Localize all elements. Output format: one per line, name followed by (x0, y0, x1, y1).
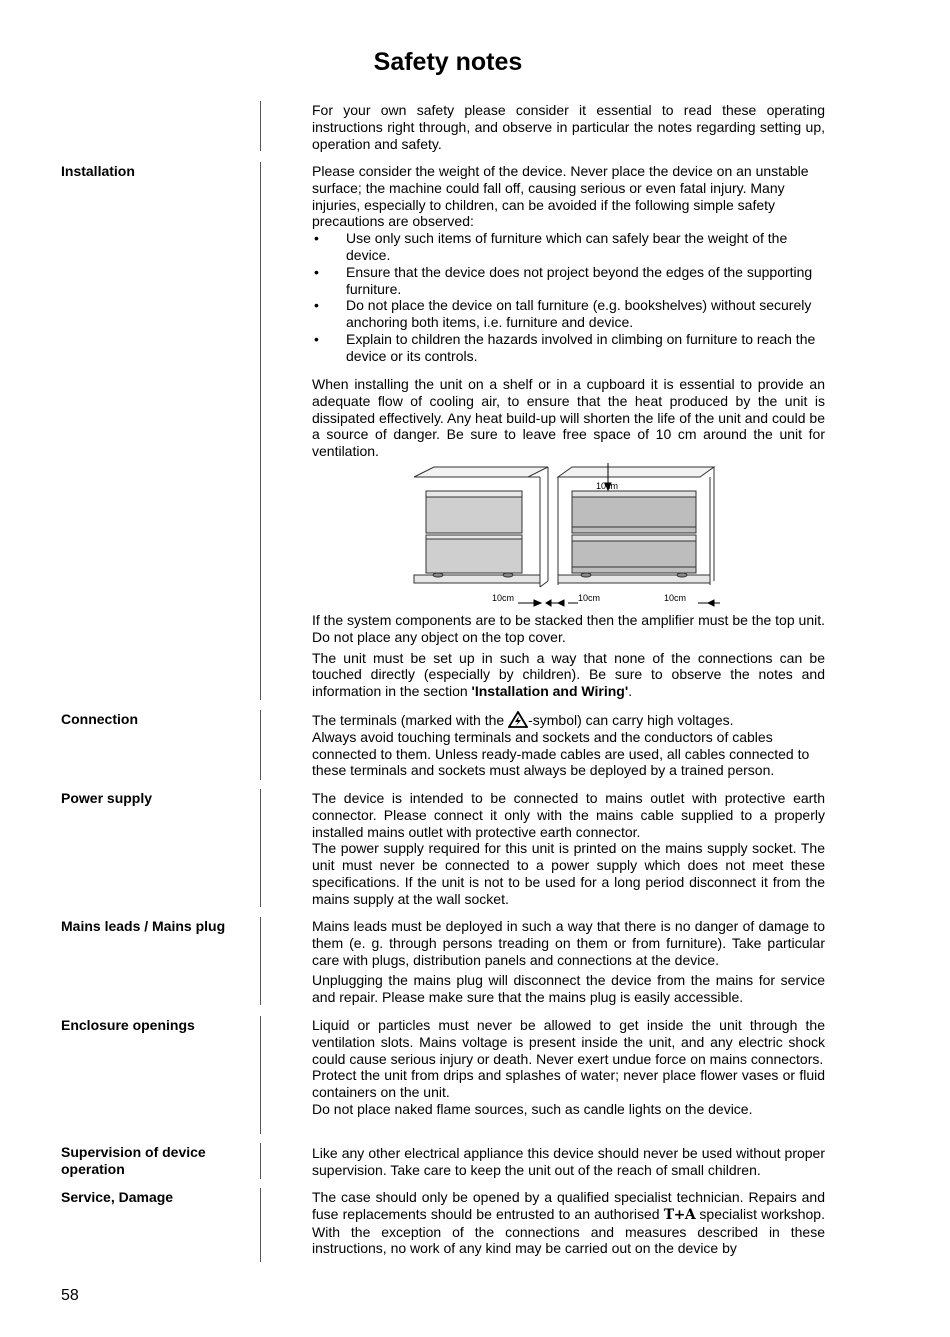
connection-paragraph-2: Always avoid touching terminals and sockets and the conductors of cables connected to them. Unless ready-made cables are used, all cables connected to these terminals and sockets must always be deployed by a trained person. (312, 728, 810, 779)
supervision-divider (260, 1143, 261, 1179)
enclosure-openings-divider (260, 1016, 261, 1134)
supervision-label: Supervision of device operation (61, 1144, 206, 1177)
section-reference: 'Installation and Wiring' (471, 683, 629, 700)
enclosure-openings-label: Enclosure openings (61, 1017, 195, 1033)
supervision-section (312, 1145, 825, 1179)
enclosure-paragraph-2: Protect the unit from drips and splashes of water; never place flower vases or fluid containers on the unit. (312, 1067, 825, 1101)
installation-section (312, 163, 825, 365)
installation-paragraph-3: If the system components are to be stacked then the amplifier must be the top unit. Do not place any object on the top cover. (312, 612, 825, 645)
intro-paragraph: For your own safety please consider it essential to read these operating instructions right through, and observe in particular the notes regarding setting up, operation and safety. (312, 102, 825, 152)
diagram-label-left: 10cm (492, 593, 515, 603)
power-supply-divider (260, 789, 261, 907)
mains-leads-paragraph-1: Mains leads must be deployed in such a way that there is no danger of damage to them (e. g. through persons treading on them or from furniture). Take particular care with plugs, distribution panels and connections at the device. (312, 918, 825, 968)
connection-paragraph-1: The terminals (marked with the -symbol) can carry high voltages. (312, 712, 734, 728)
page-title: Safety notes (373, 48, 523, 76)
power-supply-label: Power supply (61, 790, 153, 806)
installation-paragraph-4: The unit must be set up in such a way that none of the connections can be touched directly (especially by children). Be sure to observe the notes and information in the section 'Installation and Wiring'. (312, 649, 825, 700)
ventilation-diagram (410, 463, 726, 611)
service-damage-label: Service, Damage (61, 1189, 174, 1205)
installation-stacking-text (312, 612, 825, 700)
bullet-icon: • (314, 230, 319, 247)
stacked-device-left (426, 491, 522, 577)
installation-paragraph-2: When installing the unit on a shelf or in a cupboard it is essential to provide an adequate flow of cooling air, to ensure that the heat produced by the unit is dissipated effectively. Any heat build-up will shorten the life of the unit and could be a source of danger. Be sure to leave free space of 10 cm around the unit for ventilation. (312, 376, 825, 460)
power-supply-section (312, 790, 825, 908)
diagram-label-middle: 10cm (578, 593, 601, 603)
installation-bullet-list (312, 230, 825, 364)
service-paragraph-1: The case should only be opened by a qualified specialist technician. Repairs and fuse replacements should be entrusted to an authorised T+A specialist workshop. With the exception of the connections and measures described in these instructions, no work of any kind may be carried out on the device by (312, 1189, 825, 1257)
connection-divider (260, 710, 261, 780)
stacked-device-right (572, 491, 696, 577)
diagram-label-right: 10cm (664, 593, 687, 603)
power-supply-paragraph-1: The device is intended to be connected to mains outlet with protective earth connector. Please connect it only with the mains cable supplied to a properly installed mains outlet with protective earth connector. (312, 790, 825, 840)
mains-leads-divider (260, 917, 261, 1005)
service-damage-section (312, 1189, 825, 1257)
enclosure-paragraph-3: Do not place naked flame sources, such as candle lights on the device. (312, 1100, 753, 1117)
bullet-item: • Use only such items of furniture which can safely bear the weight of the device. (314, 230, 788, 263)
installation-paragraph-1: Please consider the weight of the device. Never place the device on an unstable surface; the machine could fall off, causing serious or even fatal injury. Many injuries, especially to children, can be avoided if the following simple safety precautions are observed: (312, 163, 809, 230)
bullet-icon: • (314, 297, 319, 314)
power-supply-paragraph-2: The power supply required for this unit is printed on the mains supply socket. The unit must never be connected to a power supply which does not meet these specifications. If the unit is not to be used for a long period disconnect it from the mains supply at the wall socket. (312, 840, 825, 907)
page-number: 58 (61, 1287, 79, 1304)
diagram-label-top: 10cm (596, 481, 619, 491)
installation-label: Installation (61, 163, 135, 179)
enclosure-paragraph-1: Liquid or particles must never be allowed to get inside the unit through the ventilation slots. Mains voltage is present inside the unit, and any electric shock could cause serious injury or death. Never exert undue force on mains connectors. (312, 1017, 825, 1067)
bullet-item: • Ensure that the device does not project beyond the edges of the supporting furniture. (314, 263, 813, 297)
bullet-icon: • (314, 330, 319, 347)
installation-divider (260, 162, 261, 700)
brand-logo: T+A (663, 1206, 696, 1223)
intro-divider (260, 101, 261, 151)
bullet-item: • Do not place the device on tall furniture (e.g. bookshelves) without securely anchoring both items, i.e. furniture and device. (314, 297, 812, 331)
installation-ventilation-text (312, 376, 825, 460)
service-damage-divider (260, 1188, 261, 1262)
bullet-item: • Explain to children the hazards involved in climbing on furniture to reach the device or its controls. (314, 330, 816, 364)
mains-leads-label: Mains leads / Mains plug (61, 918, 226, 934)
enclosure-openings-section (312, 1017, 825, 1118)
mains-leads-section (312, 918, 825, 1006)
connection-label: Connection (61, 711, 138, 727)
connection-section (312, 711, 825, 779)
supervision-paragraph-1: Like any other electrical appliance this device should never be used without proper supervision. Take care to keep the unit out of the reach of small children. (312, 1145, 825, 1178)
mains-leads-paragraph-2: Unplugging the mains plug will disconnect the device from the mains for service and repair. Please make sure that the mains plug is easily accessible. (312, 972, 825, 1006)
intro-text (312, 102, 825, 152)
high-voltage-warning-icon (508, 711, 528, 728)
bullet-icon: • (314, 263, 319, 280)
